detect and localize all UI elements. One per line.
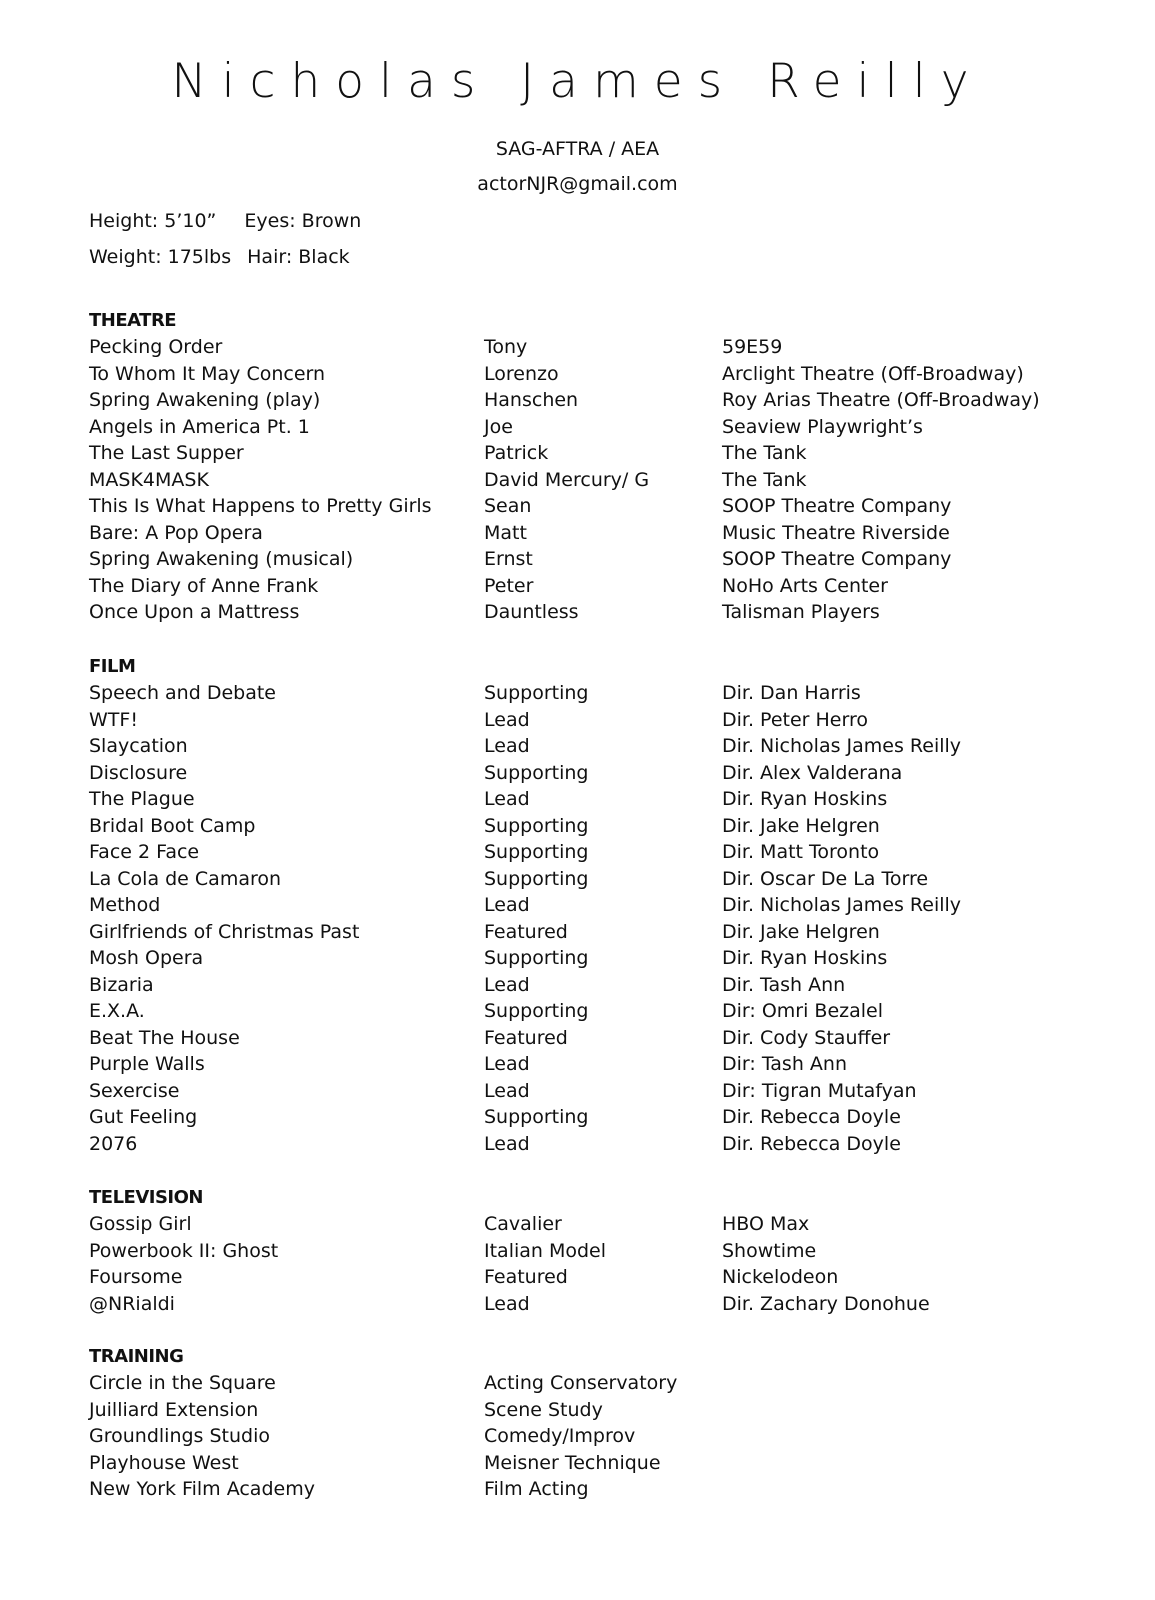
credit-row bbox=[89, 1238, 1129, 1265]
credit-row bbox=[89, 998, 1129, 1025]
credit-venue: SOOP Theatre Company bbox=[722, 548, 952, 570]
credit-role: Supporting bbox=[484, 761, 589, 784]
credit-title: The Diary of Anne Frank bbox=[89, 574, 319, 597]
credit-venue: Music Theatre Riverside bbox=[722, 521, 950, 544]
credit-row bbox=[89, 813, 1129, 840]
credit-row bbox=[89, 361, 1129, 388]
credit-title: Foursome bbox=[89, 1266, 183, 1288]
credit-role: Supporting bbox=[484, 682, 589, 704]
credit-row bbox=[89, 680, 1129, 707]
credit-role: Acting Conservatory bbox=[484, 1372, 678, 1394]
credit-venue: Nickelodeon bbox=[722, 1266, 839, 1288]
credit-title: Slaycation bbox=[89, 735, 188, 757]
credit-row bbox=[89, 599, 1129, 626]
credit-row bbox=[89, 1423, 1129, 1450]
stats-row-weight-hair bbox=[89, 245, 350, 269]
credit-row bbox=[89, 1211, 1129, 1238]
credit-role: Lead bbox=[484, 788, 530, 810]
section-title: TELEVISION bbox=[89, 1187, 203, 1208]
credit-role: Italian Model bbox=[484, 1239, 607, 1262]
section-title: THEATRE bbox=[89, 310, 177, 331]
credit-role: Patrick bbox=[484, 442, 549, 464]
credit-row bbox=[89, 866, 1129, 893]
credit-venue: The Tank bbox=[722, 442, 807, 464]
credit-title: Juilliard Extension bbox=[89, 1398, 259, 1421]
credit-role: Lead bbox=[484, 1132, 530, 1155]
credit-venue: HBO Max bbox=[722, 1213, 810, 1235]
credit-row bbox=[89, 1476, 1129, 1503]
credit-role: Supporting bbox=[484, 1106, 589, 1128]
credit-role: Featured bbox=[484, 1026, 568, 1049]
credit-role: Lead bbox=[484, 708, 530, 731]
credit-role: David Mercury/ G bbox=[484, 468, 650, 491]
credit-role: Featured bbox=[484, 920, 568, 943]
stats-row-height-eyes bbox=[89, 209, 361, 233]
credit-row bbox=[89, 387, 1129, 414]
credit-title: Bizaria bbox=[89, 973, 154, 996]
credit-title: E.X.A. bbox=[89, 1000, 145, 1022]
credit-role: Peter bbox=[484, 574, 534, 597]
credit-title: Speech and Debate bbox=[89, 682, 276, 704]
credit-row bbox=[89, 1078, 1129, 1105]
hair-stat: Hair: Black bbox=[247, 246, 350, 268]
credit-row bbox=[89, 786, 1129, 813]
credit-row bbox=[89, 573, 1129, 600]
credit-row bbox=[89, 1025, 1129, 1052]
credit-role: Film Acting bbox=[484, 1478, 589, 1500]
credit-row bbox=[89, 467, 1129, 494]
credit-venue: Dir. Oscar De La Torre bbox=[722, 867, 929, 890]
credit-title: Sexercise bbox=[89, 1079, 180, 1102]
credit-role: Featured bbox=[484, 1266, 568, 1288]
credit-venue: 59E59 bbox=[722, 336, 783, 358]
credit-role: Supporting bbox=[484, 867, 589, 890]
credit-venue: Showtime bbox=[722, 1239, 817, 1262]
credits-list bbox=[89, 680, 1129, 1157]
credit-title: This Is What Happens to Pretty Girls bbox=[89, 495, 432, 517]
credit-venue: Dir. Zachary Donohue bbox=[722, 1292, 930, 1315]
credit-row bbox=[89, 972, 1129, 999]
credit-row bbox=[89, 945, 1129, 972]
credit-title: The Plague bbox=[89, 788, 195, 810]
credit-venue: Dir. Rebecca Doyle bbox=[722, 1132, 901, 1155]
credit-venue: Dir. Tash Ann bbox=[722, 973, 846, 996]
credit-title: The Last Supper bbox=[89, 442, 244, 464]
credit-venue: NoHo Arts Center bbox=[722, 574, 888, 597]
credit-role: Lead bbox=[484, 894, 530, 916]
credit-title: Groundlings Studio bbox=[89, 1425, 271, 1447]
credit-title: @NRialdi bbox=[89, 1292, 175, 1315]
credits-list bbox=[89, 334, 1129, 626]
credit-role: Cavalier bbox=[484, 1213, 562, 1235]
credit-role: Dauntless bbox=[484, 601, 579, 623]
union-affiliation: SAG-AFTRA / AEA bbox=[495, 138, 660, 160]
credit-row bbox=[89, 919, 1129, 946]
credit-venue: Dir. Alex Valderana bbox=[722, 761, 903, 784]
height-stat: Height: 5’10” bbox=[89, 210, 217, 232]
credit-role: Supporting bbox=[484, 1000, 589, 1022]
credit-venue: Dir. Peter Herro bbox=[722, 708, 868, 731]
credit-title: Girlfriends of Christmas Past bbox=[89, 920, 360, 943]
credit-venue: Dir. Cody Stauffer bbox=[722, 1026, 891, 1049]
credit-venue: Dir: Tash Ann bbox=[722, 1053, 847, 1075]
credit-role: Joe bbox=[484, 415, 513, 438]
credit-venue: Dir: Tigran Mutafyan bbox=[722, 1079, 917, 1102]
weight-stat: Weight: 175lbs bbox=[89, 246, 232, 268]
credit-venue: Dir. Ryan Hoskins bbox=[722, 788, 888, 810]
credit-venue: Dir. Jake Helgren bbox=[722, 814, 880, 837]
credit-title: La Cola de Camaron bbox=[89, 867, 282, 890]
credit-title: Once Upon a Mattress bbox=[89, 601, 300, 623]
credit-role: Hanschen bbox=[484, 389, 579, 411]
credit-venue: The Tank bbox=[722, 468, 807, 491]
credit-venue: Dir. Rebecca Doyle bbox=[722, 1106, 901, 1128]
credit-title: Spring Awakening (play) bbox=[89, 389, 321, 411]
credit-row bbox=[89, 760, 1129, 787]
credit-role: Lead bbox=[484, 1292, 530, 1315]
credit-row bbox=[89, 1051, 1129, 1078]
credit-row bbox=[89, 1291, 1129, 1318]
credit-title: Mosh Opera bbox=[89, 947, 204, 969]
credit-row bbox=[89, 440, 1129, 467]
credit-title: Angels in America Pt. 1 bbox=[89, 415, 310, 438]
credit-title: To Whom It May Concern bbox=[89, 362, 326, 385]
credit-row bbox=[89, 839, 1129, 866]
credit-role: Ernst bbox=[484, 548, 533, 570]
credit-title: Playhouse West bbox=[89, 1451, 239, 1474]
credit-venue: SOOP Theatre Company bbox=[722, 495, 952, 517]
theatre-section bbox=[89, 308, 1129, 626]
credit-venue: Dir. Jake Helgren bbox=[722, 920, 880, 943]
credit-role: Lead bbox=[484, 1079, 530, 1102]
credit-title: Disclosure bbox=[89, 761, 188, 784]
contact-email: actorNJR@gmail.com bbox=[477, 173, 678, 195]
credit-venue: Arclight Theatre (Off-Broadway) bbox=[722, 362, 1024, 385]
credits-list bbox=[89, 1211, 1129, 1317]
credit-role: Sean bbox=[484, 495, 532, 517]
credit-role: Lead bbox=[484, 973, 530, 996]
credit-title: WTF! bbox=[89, 708, 138, 731]
credit-row bbox=[89, 1264, 1129, 1291]
credit-row bbox=[89, 1131, 1129, 1158]
credit-role: Scene Study bbox=[484, 1398, 603, 1421]
credit-venue: Dir. Nicholas James Reilly bbox=[722, 735, 962, 757]
credit-title: Bridal Boot Camp bbox=[89, 814, 256, 837]
credit-row bbox=[89, 414, 1129, 441]
credits-list bbox=[89, 1370, 1129, 1503]
credit-row bbox=[89, 733, 1129, 760]
credit-venue: Dir. Matt Toronto bbox=[722, 841, 880, 863]
credit-role: Lead bbox=[484, 735, 530, 757]
credit-title: MASK4MASK bbox=[89, 468, 209, 491]
credit-venue: Dir: Omri Bezalel bbox=[722, 1000, 884, 1022]
credit-row bbox=[89, 1397, 1129, 1424]
credit-role: Comedy/Improv bbox=[484, 1425, 636, 1447]
credit-row bbox=[89, 546, 1129, 573]
credit-venue: Dir. Ryan Hoskins bbox=[722, 947, 888, 969]
credit-role: Supporting bbox=[484, 947, 589, 969]
credit-row bbox=[89, 1370, 1129, 1397]
credit-title: New York Film Academy bbox=[89, 1478, 315, 1500]
credit-role: Supporting bbox=[484, 814, 589, 837]
credit-venue: Seaview Playwright’s bbox=[722, 415, 923, 438]
credit-title: Method bbox=[89, 894, 161, 916]
credit-title: Face 2 Face bbox=[89, 841, 200, 863]
credit-role: Matt bbox=[484, 521, 527, 544]
credit-title: Bare: A Pop Opera bbox=[89, 521, 263, 544]
credit-role: Lorenzo bbox=[484, 362, 559, 385]
credit-row bbox=[89, 707, 1129, 734]
eyes-stat: Eyes: Brown bbox=[244, 210, 362, 232]
credit-venue: Dir. Dan Harris bbox=[722, 682, 861, 704]
section-title: FILM bbox=[89, 656, 136, 677]
credit-row bbox=[89, 520, 1129, 547]
credit-role: Tony bbox=[484, 336, 528, 358]
credit-row bbox=[89, 1104, 1129, 1131]
credit-title: Gut Feeling bbox=[89, 1106, 198, 1128]
credit-row bbox=[89, 334, 1129, 361]
credit-title: Circle in the Square bbox=[89, 1372, 276, 1394]
credit-title: Pecking Order bbox=[89, 336, 223, 358]
credit-title: Gossip Girl bbox=[89, 1213, 192, 1235]
credit-role: Supporting bbox=[484, 841, 589, 863]
credit-title: Purple Walls bbox=[89, 1053, 205, 1075]
film-section bbox=[89, 654, 1129, 1157]
credit-role: Lead bbox=[484, 1053, 530, 1075]
credit-venue: Dir. Nicholas James Reilly bbox=[722, 894, 962, 916]
credit-row bbox=[89, 493, 1129, 520]
credit-title: Spring Awakening (musical) bbox=[89, 548, 354, 570]
credit-title: Beat The House bbox=[89, 1026, 240, 1049]
section-title: TRAINING bbox=[89, 1346, 184, 1367]
credit-venue: Talisman Players bbox=[722, 601, 880, 623]
credit-venue: Roy Arias Theatre (Off-Broadway) bbox=[722, 389, 1040, 411]
credit-role: Meisner Technique bbox=[484, 1451, 661, 1474]
training-section bbox=[89, 1344, 1129, 1503]
credit-title: 2076 bbox=[89, 1132, 138, 1155]
credit-row bbox=[89, 1450, 1129, 1477]
television-section bbox=[89, 1185, 1129, 1317]
resume-name: Nicholas James Reilly bbox=[171, 54, 984, 109]
credit-title: Powerbook II: Ghost bbox=[89, 1239, 279, 1262]
credit-row bbox=[89, 892, 1129, 919]
